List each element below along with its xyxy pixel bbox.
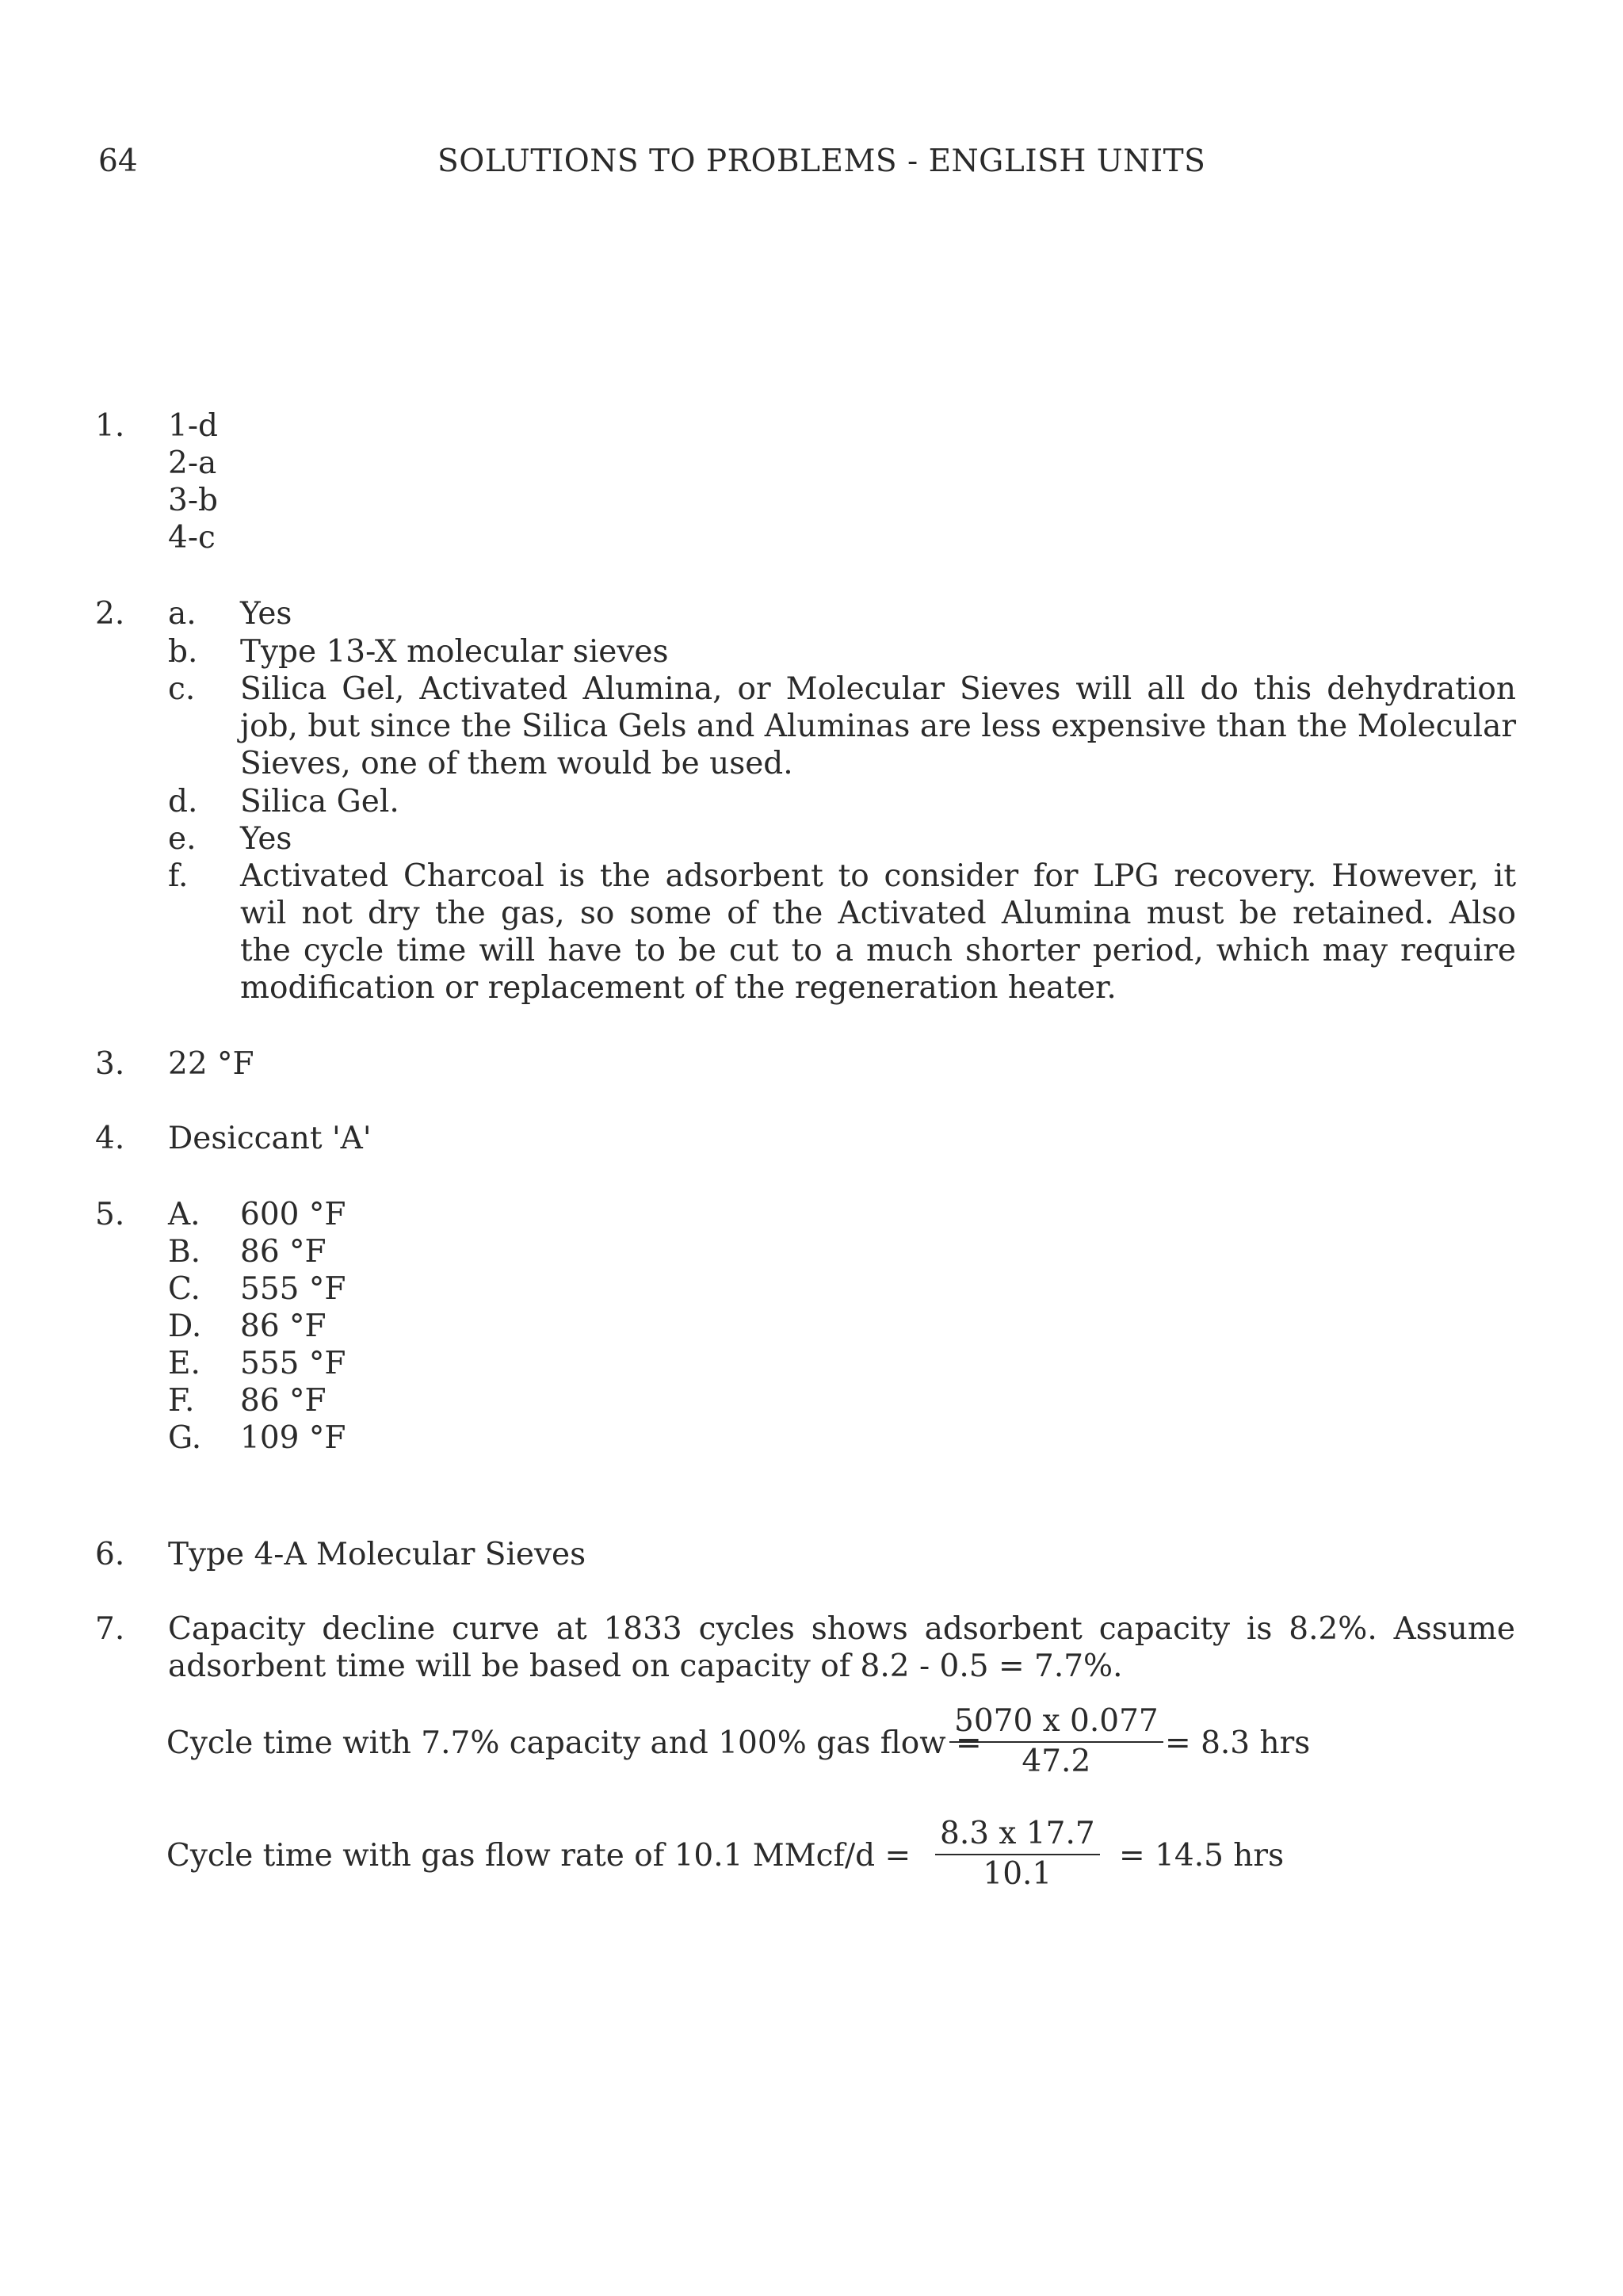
fraction-numerator: 8.3 x 17.7 — [935, 1815, 1100, 1855]
fraction-numerator: 5070 x 0.077 — [949, 1702, 1163, 1743]
problem-paragraph — [168, 1610, 1515, 1685]
temperature-value: 600 °F — [240, 1197, 346, 1232]
answer-line: 1-d — [168, 408, 218, 444]
temperature-value: 555 °F — [240, 1346, 346, 1381]
paragraph-line: Sieves, one of them would be used. — [240, 746, 793, 781]
fraction — [935, 1815, 1100, 1893]
temperature-value: 555 °F — [240, 1271, 346, 1307]
answer-text: Desiccant 'A' — [168, 1121, 372, 1156]
answer-line: 3-b — [168, 483, 218, 518]
item-label: F. — [168, 1383, 195, 1419]
problem-number: 2. — [95, 596, 125, 632]
fraction-denominator: 47.2 — [1022, 1744, 1091, 1779]
paragraph-line: the cycle time will have to be cut to a much shorter period, which may require — [240, 933, 1516, 968]
item-paragraph — [240, 858, 1516, 1007]
temperature-value: 86 °F — [240, 1308, 327, 1344]
problem-number: 6. — [95, 1537, 125, 1572]
item-text: Yes — [240, 821, 292, 857]
formula-result: = 14.5 hrs — [1119, 1838, 1285, 1874]
item-paragraph — [240, 670, 1516, 782]
answer-text: 22 °F — [168, 1046, 254, 1082]
item-label: b. — [168, 634, 198, 670]
answer-line: 2-a — [168, 445, 217, 481]
fraction — [949, 1702, 1163, 1780]
item-label: c. — [168, 671, 196, 707]
paragraph-line: modification or replacement of the regeneration heater. — [240, 970, 1117, 1006]
item-text: Yes — [240, 596, 292, 632]
paragraph-line: adsorbent time will be based on capacity of 8.2 - 0.5 = 7.7%. — [168, 1648, 1123, 1684]
answer-text: Type 4-A Molecular Sieves — [168, 1537, 586, 1572]
paragraph-line: job, but since the Silica Gels and Aluminas are less expensive than the Molecular — [240, 709, 1516, 744]
item-label: e. — [168, 821, 197, 857]
running-head: SOLUTIONS TO PROBLEMS - ENGLISH UNITS — [437, 143, 1206, 179]
item-label: a. — [168, 596, 197, 632]
formula-lhs: Cycle time with 7.7% capacity and 100% gas flow = — [166, 1725, 982, 1761]
item-text: Silica Gel. — [240, 784, 399, 819]
fraction-denominator: 10.1 — [983, 1856, 1052, 1892]
problem-number: 1. — [95, 408, 125, 444]
paragraph-line: Capacity decline curve at 1833 cycles shows adsorbent capacity is 8.2%. Assume — [168, 1611, 1515, 1647]
problem-number: 4. — [95, 1121, 125, 1156]
item-label: d. — [168, 784, 198, 819]
paragraph-line: wil not dry the gas, so some of the Activated Alumina must be retained. Also — [240, 896, 1516, 931]
item-label: D. — [168, 1308, 202, 1344]
formula-result: = 8.3 hrs — [1165, 1725, 1311, 1761]
item-label: B. — [168, 1234, 201, 1270]
item-label: C. — [168, 1271, 200, 1307]
problem-number: 3. — [95, 1046, 125, 1082]
item-text: Type 13-X molecular sieves — [240, 634, 669, 670]
item-label: f. — [168, 858, 189, 894]
item-label: E. — [168, 1346, 200, 1381]
paragraph-line: Silica Gel, Activated Alumina, or Molecular Sieves will all do this dehydration — [240, 671, 1516, 707]
paragraph-line: Activated Charcoal is the adsorbent to consider for LPG recovery. However, it — [240, 858, 1516, 894]
item-label: G. — [168, 1420, 202, 1456]
problem-number: 5. — [95, 1197, 125, 1232]
formula-lhs: Cycle time with gas flow rate of 10.1 MMcf/d = — [166, 1838, 911, 1874]
answer-line: 4-c — [168, 520, 216, 556]
problem-number: 7. — [95, 1611, 125, 1647]
page-number: 64 — [98, 143, 138, 179]
item-label: A. — [168, 1197, 200, 1232]
temperature-value: 86 °F — [240, 1383, 327, 1419]
temperature-value: 109 °F — [240, 1420, 346, 1456]
temperature-value: 86 °F — [240, 1234, 327, 1270]
